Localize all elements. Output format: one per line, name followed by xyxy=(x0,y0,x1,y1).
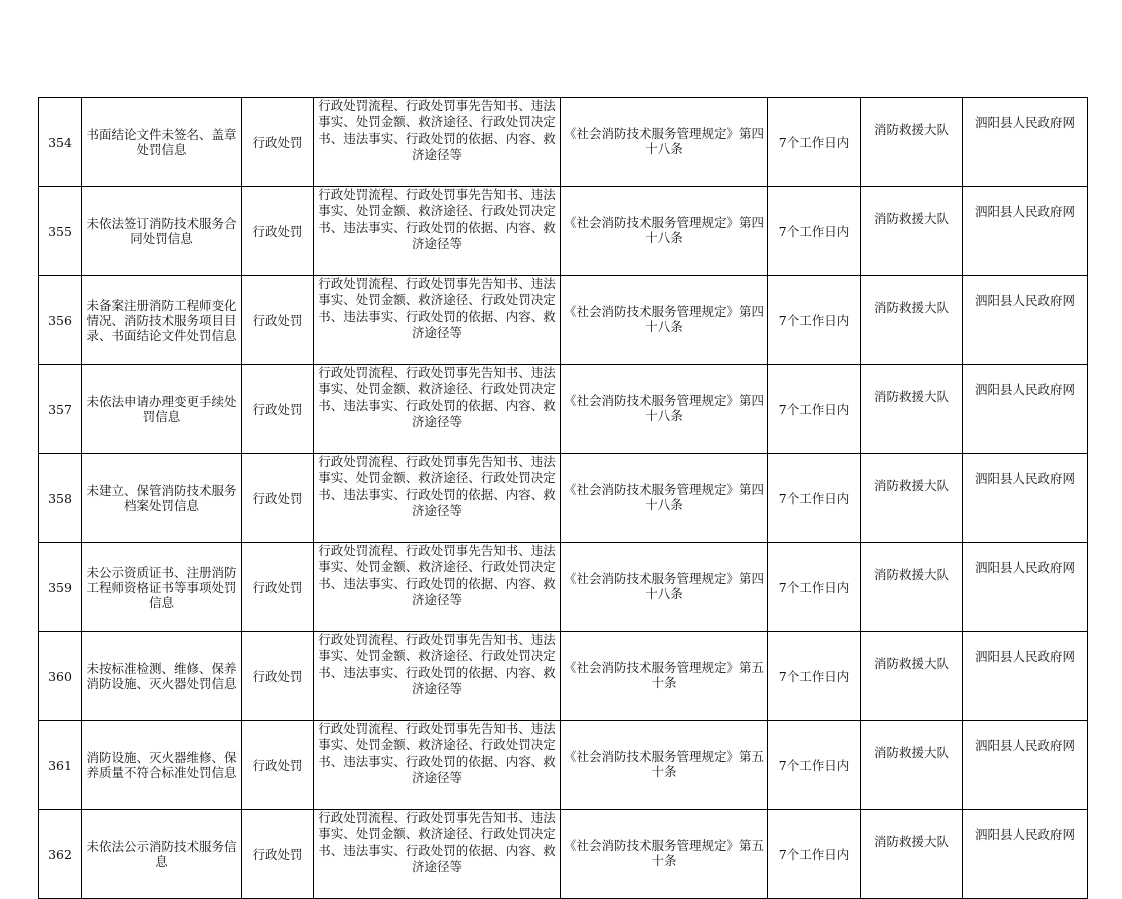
deadline-cell: 7个工作日内 xyxy=(768,721,861,810)
table-row xyxy=(39,98,1088,187)
table-row xyxy=(39,276,1088,365)
category-cell: 行政处罚 xyxy=(242,810,314,899)
table-row xyxy=(39,721,1088,810)
legal-basis-cell: 《社会消防技术服务管理规定》第四十八条 xyxy=(561,365,768,454)
legal-basis-cell: 《社会消防技术服务管理规定》第四十八条 xyxy=(561,454,768,543)
table-row xyxy=(39,810,1088,899)
legal-basis-cell: 《社会消防技术服务管理规定》第五十条 xyxy=(561,810,768,899)
table-row xyxy=(39,454,1088,543)
row-number-cell: 362 xyxy=(39,810,82,899)
category-cell: 行政处罚 xyxy=(242,721,314,810)
department-cell: 消防救援大队 xyxy=(861,98,963,187)
table-row xyxy=(39,187,1088,276)
platform-cell: 泗阳县人民政府网 xyxy=(963,98,1088,187)
disclosure-content-cell: 行政处罚流程、行政处罚事先告知书、违法事实、处罚金额、救济途径、行政处罚决定书、违法事实、行政处罚的依据、内容、救济途径等 xyxy=(314,810,561,899)
department-cell: 消防救援大队 xyxy=(861,454,963,543)
platform-cell: 泗阳县人民政府网 xyxy=(963,543,1088,632)
platform-cell: 泗阳县人民政府网 xyxy=(963,810,1088,899)
category-cell: 行政处罚 xyxy=(242,187,314,276)
platform-cell: 泗阳县人民政府网 xyxy=(963,454,1088,543)
deadline-cell: 7个工作日内 xyxy=(768,187,861,276)
deadline-cell: 7个工作日内 xyxy=(768,365,861,454)
item-name-cell: 未依法签订消防技术服务合同处罚信息 xyxy=(82,187,242,276)
disclosure-content-cell: 行政处罚流程、行政处罚事先告知书、违法事实、处罚金额、救济途径、行政处罚决定书、违法事实、行政处罚的依据、内容、救济途径等 xyxy=(314,632,561,721)
deadline-cell: 7个工作日内 xyxy=(768,810,861,899)
row-number-cell: 355 xyxy=(39,187,82,276)
disclosure-content-cell: 行政处罚流程、行政处罚事先告知书、违法事实、处罚金额、救济途径、行政处罚决定书、违法事实、行政处罚的依据、内容、救济途径等 xyxy=(314,721,561,810)
department-cell: 消防救援大队 xyxy=(861,543,963,632)
disclosure-content-cell: 行政处罚流程、行政处罚事先告知书、违法事实、处罚金额、救济途径、行政处罚决定书、违法事实、行政处罚的依据、内容、救济途径等 xyxy=(314,365,561,454)
platform-cell: 泗阳县人民政府网 xyxy=(963,632,1088,721)
legal-basis-cell: 《社会消防技术服务管理规定》第四十八条 xyxy=(561,543,768,632)
category-cell: 行政处罚 xyxy=(242,98,314,187)
item-name-cell: 未依法公示消防技术服务信息 xyxy=(82,810,242,899)
disclosure-content-cell: 行政处罚流程、行政处罚事先告知书、违法事实、处罚金额、救济途径、行政处罚决定书、违法事实、行政处罚的依据、内容、救济途径等 xyxy=(314,454,561,543)
deadline-cell: 7个工作日内 xyxy=(768,98,861,187)
item-name-cell: 未按标准检测、维修、保养消防设施、灭火器处罚信息 xyxy=(82,632,242,721)
platform-cell: 泗阳县人民政府网 xyxy=(963,276,1088,365)
table-row xyxy=(39,632,1088,721)
item-name-cell: 未建立、保管消防技术服务档案处罚信息 xyxy=(82,454,242,543)
platform-cell: 泗阳县人民政府网 xyxy=(963,365,1088,454)
department-cell: 消防救援大队 xyxy=(861,365,963,454)
item-name-cell: 未依法申请办理变更手续处罚信息 xyxy=(82,365,242,454)
legal-basis-cell: 《社会消防技术服务管理规定》第四十八条 xyxy=(561,98,768,187)
disclosure-content-cell: 行政处罚流程、行政处罚事先告知书、违法事实、处罚金额、救济途径、行政处罚决定书、违法事实、行政处罚的依据、内容、救济途径等 xyxy=(314,543,561,632)
platform-cell: 泗阳县人民政府网 xyxy=(963,721,1088,810)
row-number-cell: 358 xyxy=(39,454,82,543)
disclosure-table xyxy=(38,97,1088,899)
department-cell: 消防救援大队 xyxy=(861,632,963,721)
item-name-cell: 未公示资质证书、注册消防工程师资格证书等事项处罚信息 xyxy=(82,543,242,632)
category-cell: 行政处罚 xyxy=(242,632,314,721)
row-number-cell: 359 xyxy=(39,543,82,632)
department-cell: 消防救援大队 xyxy=(861,721,963,810)
row-number-cell: 361 xyxy=(39,721,82,810)
item-name-cell: 消防设施、灭火器维修、保养质量不符合标准处罚信息 xyxy=(82,721,242,810)
row-number-cell: 360 xyxy=(39,632,82,721)
table-row xyxy=(39,365,1088,454)
category-cell: 行政处罚 xyxy=(242,276,314,365)
department-cell: 消防救援大队 xyxy=(861,810,963,899)
row-number-cell: 357 xyxy=(39,365,82,454)
row-number-cell: 356 xyxy=(39,276,82,365)
table-body xyxy=(39,98,1088,899)
table-row xyxy=(39,543,1088,632)
disclosure-content-cell: 行政处罚流程、行政处罚事先告知书、违法事实、处罚金额、救济途径、行政处罚决定书、违法事实、行政处罚的依据、内容、救济途径等 xyxy=(314,187,561,276)
deadline-cell: 7个工作日内 xyxy=(768,543,861,632)
legal-basis-cell: 《社会消防技术服务管理规定》第四十八条 xyxy=(561,276,768,365)
row-number-cell: 354 xyxy=(39,98,82,187)
legal-basis-cell: 《社会消防技术服务管理规定》第四十八条 xyxy=(561,187,768,276)
department-cell: 消防救援大队 xyxy=(861,276,963,365)
deadline-cell: 7个工作日内 xyxy=(768,276,861,365)
category-cell: 行政处罚 xyxy=(242,543,314,632)
department-cell: 消防救援大队 xyxy=(861,187,963,276)
legal-basis-cell: 《社会消防技术服务管理规定》第五十条 xyxy=(561,721,768,810)
deadline-cell: 7个工作日内 xyxy=(768,632,861,721)
category-cell: 行政处罚 xyxy=(242,454,314,543)
deadline-cell: 7个工作日内 xyxy=(768,454,861,543)
item-name-cell: 未备案注册消防工程师变化情况、消防技术服务项目目录、书面结论文件处罚信息 xyxy=(82,276,242,365)
item-name-cell: 书面结论文件未签名、盖章处罚信息 xyxy=(82,98,242,187)
legal-basis-cell: 《社会消防技术服务管理规定》第五十条 xyxy=(561,632,768,721)
category-cell: 行政处罚 xyxy=(242,365,314,454)
disclosure-content-cell: 行政处罚流程、行政处罚事先告知书、违法事实、处罚金额、救济途径、行政处罚决定书、违法事实、行政处罚的依据、内容、救济途径等 xyxy=(314,276,561,365)
platform-cell: 泗阳县人民政府网 xyxy=(963,187,1088,276)
disclosure-content-cell: 行政处罚流程、行政处罚事先告知书、违法事实、处罚金额、救济途径、行政处罚决定书、违法事实、行政处罚的依据、内容、救济途径等 xyxy=(314,98,561,187)
